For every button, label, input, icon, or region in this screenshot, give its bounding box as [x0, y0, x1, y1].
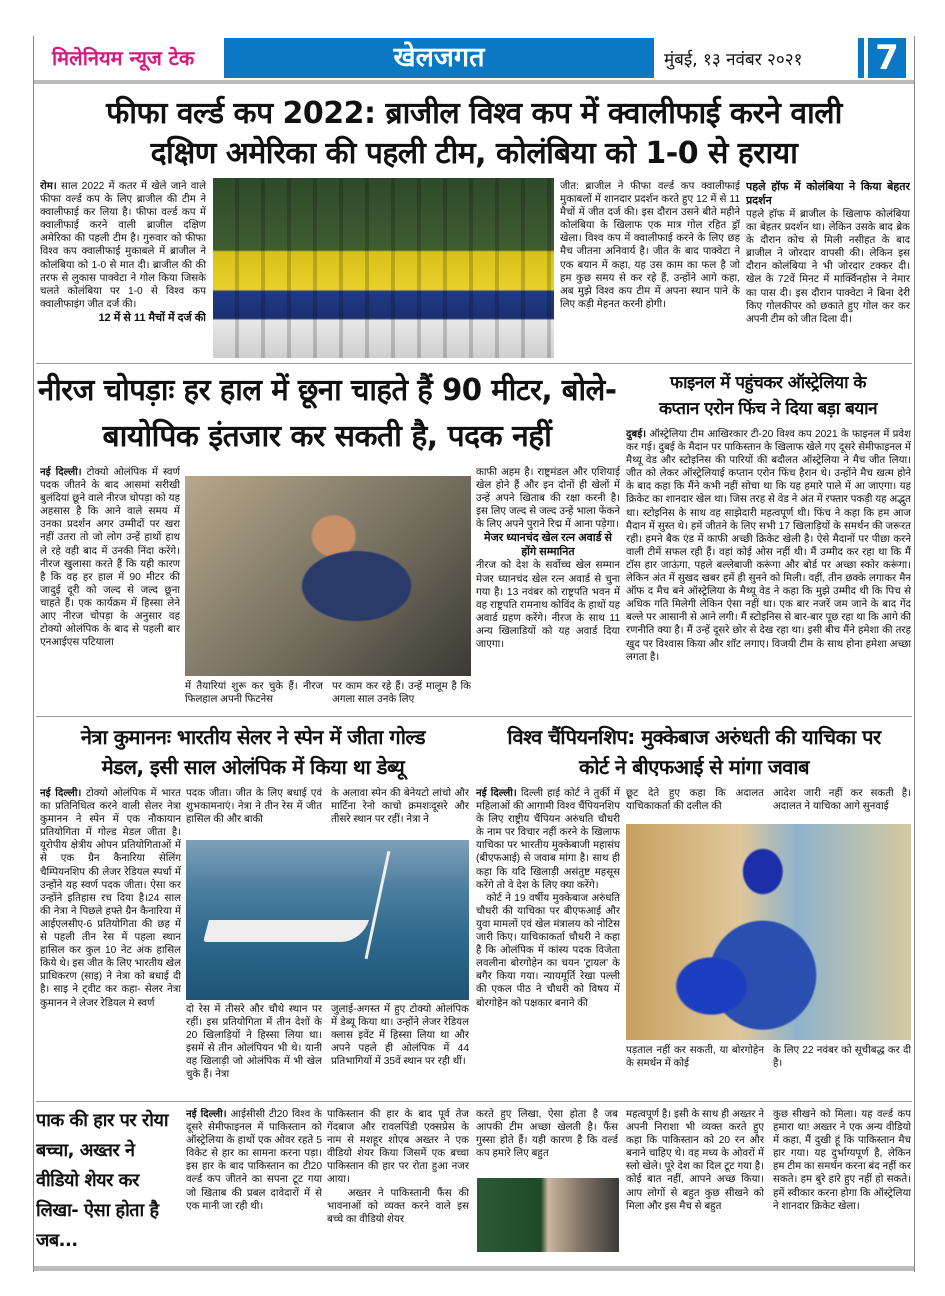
paper-name: मिलेनियम न्यूज टेक: [52, 46, 195, 70]
headline-line: [476, 752, 912, 782]
dateline: नई दिल्ली।: [40, 788, 82, 799]
body-text: जीत: ब्राजील ने फीफा वर्ल्ड कप क्वालीफाई मुकाबलों में शानदार प्रदर्शन करते हुए 12 में से 11 मैचों में जीत दर्ज की। इस दौरान उसने बीते महीने कोलंबिया के खिलाफ एक मात्र गोल रहित ड्रॉ खेला। विश्व कप में क्वालीफाई करने के लिए छह मैच जीतना अनिवार्य है। जीत के बाद पाक्वेटा ने एक बयान में कहा, यह उस काम का फल है जो हम कुछ समय से कर रहे हैं, उन्होंने आगे कहा, अब मुझे विश्व कप टीम में अपना स्थान पाने के लिए कड़ी मेहनत करनी होगी।: [560, 181, 740, 310]
masthead: [34, 38, 914, 84]
headline-text: मेडल, इसी साल ओलंपिक में किया था डेब्यू: [101, 755, 405, 779]
page-border-right: [914, 36, 915, 1272]
dateline: दुबई।: [626, 429, 647, 440]
netra-col-1: [40, 787, 181, 1097]
headline-line: [38, 414, 616, 460]
body-text: पर काम कर रहे हैं। उन्हें मालूम है कि अगला साल उनके लिए: [332, 681, 471, 706]
divider: [36, 716, 912, 717]
boxer-photo: [626, 824, 911, 1040]
headline-line: [625, 370, 911, 396]
fifa-col-3: [560, 180, 740, 360]
body-text: कुछ सीखने को मिला। यह वर्ल्ड कप हमारा था! अख्तर ने एक अन्य वीडियो में कहा, मैं दुखी हूं कि पाकिस्तान मैच हार गया। यह दुर्भाग्यपूर्ण है, लेकिन हम टीम का समर्थन करना बंद नहीं कर सकते। हम बुरे हारे हुए नहीं हो सकते। हमें स्वीकार करना होगा कि ऑस्ट्रेलिया ने शानदार क्रिकेट खेला।: [773, 1109, 911, 1212]
body-text: ऑस्ट्रेलिया टीम आखिरकार टी-20 विश्व कप 2021 के फाइनल में प्रवेश कर गई। दुबई के मैदान पर पाकिस्तान के खिलाफ खेले गए दूसरे सेमीफाइनल में मैथ्यू वेड और स्टोइनिस की पारियों की बदौलत ऑस्ट्रेलिया ने मैच जीत लिया। जीत को लेकर ऑस्ट्रेलियाई कप्तान एरोन फिंच हैरान थे। उन्होंने मैच खत्म होने के बाद कहा कि मैंने कभी नहीं सोचा था कि यह हमारे पाले में आ जाएगा। यह क्रिकेट का शानदार खेल था। जिस तरह से वेड ने अंत में रफ्तार पकड़ी यह अद्भुत था। स्टोइनिस के साथ वह साझेदारी महत्वपूर्ण थी। फिंच ने कहा कि हम आज मैदान में सुस्त थे। हमें जीतने के लिए सभी 17 खिलाड़ियों के समर्थन की जरूरत रही। हमने बैक एंड में काफी अच्छी क्रिकेट खेली है। ऐसे मैदानों पर पीछा करने वाली टीमें सफल रही हैं। वहां कोई ओस नहीं थी। मैं उम्मीद कर रहा था कि मैं टॉस हार जाऊंगा, पहले बल्लेबाजी करूंगा और बोर्ड पर अच्छा स्कोर करूंगा। लेकिन अंत में सुखद खबर हमें ही सुनने को मिली। वहीं, तीन छक्के लगाकर मैन ऑफ द मैच बने ऑस्ट्रेलिया के मैथ्यू वेड ने कहा कि मुझे उम्मीद थी कि पिच से अधिक गति मिलेगी लेकिन ऐसा नहीं था। एक बार नजरें जम जाने के बाद गेंद बल्ले पर आसानी से आने लगी। मैं स्टोइनिस से बार-बार पूछ रहा था कि आगे की रणनीति क्या है। मैं उन्हें दूसरे छोर से देख रहा था। इसी बीच मैंने हमेशा की तरह खुद पर विश्वास किया और शॉट लगाए। विजयी टीम के साथ होना हमेशा अच्छा लगता है।: [626, 429, 911, 663]
headline-text: कोर्ट ने बीएफआई से मांगा जवाब: [578, 755, 810, 779]
pakistan-col-5: [773, 1108, 911, 1258]
body-text: आईसीसी टी20 विश्व के दूसरे सेमीफाइनल में पाकिस्तान को ऑस्ट्रेलिया के हाथों एक ओवर रहते 5 विकेट से हार का सामना करना पड़ा। इस हार के बाद पाकिस्तान का टी20 वर्ल्ड कप जीतने का सपना टूट गया जो खिताब की प्रबल दावेदारों में से एक मानी जा रही थी।: [186, 1109, 322, 1212]
headline-text: फाइनल में पहुंचकर ऑस्ट्रेलिया के: [670, 373, 866, 393]
section-title: खेलजगत: [393, 42, 485, 73]
page-border-left: [33, 36, 34, 1272]
body-text: के अलावा स्पेन की बेनेयटो लांचो और मार्टिना रेनो काचो क्रमशःदूसरे और तीसरे स्थान पर रहीं। नेत्रा ने: [331, 788, 469, 826]
headline-text: विश्व चैंपियनशिप: मुक्केबाज अरुंधती की याचिका पर: [507, 725, 881, 749]
neeraj-headline: [38, 368, 616, 460]
headline-text: नेत्रा कुमाननः भारतीय सेलर ने स्पेन में जीता गोल्ड: [80, 725, 426, 749]
finch-body: [626, 428, 911, 710]
netra-col-3b: [331, 1003, 469, 1097]
headline-line: [36, 134, 912, 174]
arundhati-col-3a: [773, 787, 911, 817]
section-band: [224, 38, 654, 78]
headline-line: [38, 752, 468, 782]
netra-headline: [38, 722, 468, 782]
fifa-headline: [36, 94, 912, 174]
fifa-col-1: [40, 180, 206, 360]
netra-col-2a: [186, 787, 322, 829]
page-number: 7: [864, 38, 906, 78]
neeraj-col-1: [40, 466, 180, 710]
pakistan-col-3: [476, 1108, 618, 1174]
body-text: साल 2022 में कतर में खेले जाने वाले फीफा वर्ल्ड कप के लिए ब्राजील की टीम ने क्वालीफाई कर लिया है। फीफा वर्ल्ड कप में क्वालीफाई करने वाली ब्राजील दक्षिण अमेरिका की पहली टीम है। गुरुवार को फीफा विश्व कप क्वालीफाई मुकाबले में ब्राजील ने कोलंबिया को 1-0 से मात दी। ब्राजील की की तरफ से लुकास पाक्वेटा ने गोल किया जिसके चलते कोलंबिया पर 1-0 से विश्व कप क्वालीफाइंग जीत दर्ज की।: [40, 181, 206, 310]
body-text: महत्वपूर्ण है। इसी के साथ ही अख्तर ने अपनी निराशा भी व्यक्त करते हुए कहा कि पाकिस्तान को 20 रन और बनाने चाहिए थे। वह मध्य के ओवरों में स्लो खेले। पूरे देश का दिल टूट गया है। कोई बात नहीं, आपने अच्छ किया। आप लोगों से बहुत कुछ सीखने को मिला और इस मैच से बहुत: [626, 1109, 764, 1212]
neeraj-col-2: [185, 680, 323, 710]
pakistan-col-1: [186, 1108, 322, 1258]
fifa-col-4: [746, 180, 910, 360]
body-text: अख्तर ने पाकिस्तानी फैंस की भावनाओं को व्यक्त करने वाले इस बच्चे का वीडियो शेयर: [327, 1187, 469, 1225]
headline-line: [38, 722, 468, 752]
body-text: कोर्ट ने 19 वर्षीय मुक्केबाज अरुंधति चौधरी की याचिका पर बीएफआई और युवा मामलों एवं खेल मंत्रालय को नोटिस जारी किए। याचिकाकर्ता चौधरी ने कहा है कि ओलंपिक में कांस्य पदक विजेता लवलीना बोरगोहेन का चयन 'ट्रायल' के बगैर किया गया। न्यायमूर्ति रेखा पल्ली की एकल पीठ ने चौधरी को विषय में बोरगोहेन को पक्षकार बनाने की: [476, 892, 620, 1009]
body-text: टोक्यो ओलंपिक में स्वर्ण पदक जीतने के बाद आसमां सरीखी बुलंदियां छूने वाले नीरज चोपड़ा को यह अहसास है कि आने वाले समय में उनका प्रदर्शन अगर उम्मीदों पर खरा नहीं उतरा तो जो लोग उन्हें हाथों हाथ ले रहे वही बाद में उनकी निंदा करेंगे। नीरज खुलासा करते हैं कि यही कारण है कि वह हर हाल में 90 मीटर की जादुई दूरी को जल्द से जल्द छूना चाहते हैं। एक कार्यक्रम में हिस्सा लेने आए नीरज चोपड़ा के अनुसार वह टोक्यो ओलंपिक के बाद से पहली बार एनआईएस पटियाला: [40, 467, 180, 649]
body-text: आदेश जारी नहीं कर सकती है। अदालत ने याचिका आगे सुनवाई: [773, 788, 911, 813]
netra-sailing-photo: [186, 840, 469, 1000]
body-text: टोक्यो ओलंपिक में भारत का प्रतिनिधित्व करने वाली सेलर नेत्रा कुमानन ने स्पेन में एक नौकायान प्रतियोगिता में गोल्ड मेडल जीता है। यूरोपीय क्षेत्रीय ओपन प्रतियोगिताओं में से एक ग्रैन कैनारिया सेलिंग चैम्पियनशिप की लेजर रेडियल स्पर्धा में उन्होंने यह स्वर्ण पदक जीता। ऐसा कर उन्होंने इतिहास रच दिया है।24 साल की नेत्रा ने पिछले हफ्ते ग्रैन कैनारिया में आईएलसीए-6 प्रतियोगिता की छह में से पहली तीन रेस में पहला स्थान हासिल कर कुल 10 नेट अंक हासिल किये थे। इस जीत के लिए भारतीय खेल प्राधिकरण (साइ) ने नेत्रा को बधाई दी है। साइ ने ट्वीट कर कहा- सेलर नेत्रा कुमानन ने लेजर रेडियल मे स्वर्ण: [40, 788, 181, 1009]
body-text: के लिए 22 नवंबर को सूचीबद्ध कर दी है।: [773, 1045, 911, 1070]
body-text: नीरज को देश के सर्वोच्च खेल सम्मान मेजर ध्यानचंद खेल रत्न अवार्ड से चुना गया है। 13 नवंबर को राष्ट्रपति भवन में वह राष्ट्रपति रामनाथ कोविंद के हाथों यह अवार्ड ग्रहण करेंगे। नीरज के साथ 11 अन्य खिलाडियों को यह अवार्ड दिया जाएगा।: [476, 560, 620, 651]
subhead: मेजर ध्यानचंद खेल रत्न अवार्ड से होंगे सम्मानित: [484, 532, 612, 559]
brazil-team-photo: [213, 178, 554, 358]
headline-line: [476, 722, 912, 752]
headline-text: कप्तान एरोन फिंच ने दिया बड़ा बयान: [658, 399, 878, 419]
headline-text: फीफा वर्ल्ड कप 2022: ब्राजील विश्व कप में क्वालीफाई करने वाली: [106, 96, 842, 131]
issue-date-box: [664, 47, 854, 70]
body-text: दिल्ली हाई कोर्ट ने तुर्की में महिलाओं की आगामी विश्व चैंपियनशिप के लिए राष्ट्रीय चैंपियन अरुंधति चौधरी के नाम पर विचार नहीं करने के खिलाफ याचिका पर भारतीय मुक्केबाजी महासंघ (बीएफआई) से जवाब मांगा है। साथ ही कहा कि यदि खिलाड़ी असंतुष्ट महसूस करेंगे तो वे देश के लिए क्या करेंगे।: [476, 788, 620, 891]
body-text: काफी अहम है। राष्ट्रमंडल और एशियाई खेल होने हैं और इन दोनों ही खेलों में उन्हें अपने खिताब की रक्षा करनी है। इस लिए जल्द से जल्द उन्हें भाला फेंकने के लिए अपने पुराने रिद्म में आना पड़ेगा।: [476, 467, 620, 531]
headline-text: नीरज चोपड़ाः हर हाल में छूना चाहते हैं 90 मीटर, बोले-: [38, 373, 617, 408]
body-text: छूट देते हुए कहा कि अदालत याचिकाकर्ता की दलील की: [626, 788, 764, 813]
arundhati-headline: [476, 722, 912, 782]
divider: [36, 363, 912, 364]
dateline: नई दिल्ली।: [186, 1109, 227, 1120]
divider: [36, 1101, 912, 1102]
body-text: दो रेस में तीसरे और चौथे स्थान पर रहीं। इस प्रतियोगिता में तीन देशों के 20 खिलाड़ियों ने हिस्सा लिया था। इसमें से तीन ओलंपियन भी थे। यानी वह खिलाड़ी जो ओलंपिक में भी खेल चुके हैं। नेत्रा: [186, 1004, 322, 1081]
headline-line: [625, 396, 911, 422]
body-text: पाकिस्तान की हार के बाद पूर्व तेज गेंदबाज और रावलपिंडी एक्सप्रेस के नाम से मशहूर शोएब अख्तर ने एक वीडियो शेयर किया जिसमें एक बच्चा पाकिस्तान की हार पर रोता हुआ नजर आया।: [327, 1109, 469, 1186]
body-text: करते हुए लिखा, ऐसा होता है जब आपकी टीम अच्छा खेलती है। फैंस गुस्सा होते हैं। यही कारण है कि वर्ल्ड कप हमारे लिए बहुत: [476, 1109, 618, 1160]
arundhati-col-2a: [626, 787, 764, 817]
paper-name-box: [52, 44, 217, 71]
arundhati-col-1: [476, 787, 620, 1097]
body-text: पहले हॉफ में ब्राजील के खिलाफ कोलंबिया का बेहतर प्रदर्शन था। लेकिन उसके बाद ब्रेक के दौरान कोच से मिली नसीहत के बाद ब्राजील ने जोरदार वापसी की। लेकिन इस दौरान कोलंबिया ने भी जोरदार टक्कर दी। खेल के 72वें मिनट में मार्क्विनहोस ने नेमार का पास दी। इस दौरान पाक्वेटा ने बिना देरी किए गोलकीपर को छकाते हुए गोल कर कर अपनी टीम को जीत दिला दी।: [746, 209, 910, 325]
neeraj-javelin-photo: [185, 476, 471, 676]
headline-text: दक्षिण अमेरिका की पहली टीम, कोलंबिया को 1-0 से हराया: [150, 136, 798, 171]
body-text: पड़ताल नहीं कर सकती, या बोरगोहेन के समर्थन में कोई: [626, 1045, 764, 1070]
body-text: पदक जीता। जीत के लिए बधाई एवं शुभकामनाएं। नेत्रा ने तीन रेस में जीत हासिल की और बाकी: [186, 788, 322, 826]
body-text: में तैयारियां शुरू कर चुके हैं। नीरज फिलहाल अपनी फिटनेस: [185, 681, 323, 706]
netra-col-3a: [331, 787, 469, 829]
headline-text: बायोपिक इंतजार कर सकती है, पदक नहीं: [102, 419, 552, 454]
headline-line: [38, 368, 616, 414]
neeraj-col-3: [332, 680, 471, 710]
subhead: 12 में से 11 मैचों में दर्ज की: [98, 311, 206, 324]
dateline: नई दिल्ली।: [40, 467, 82, 478]
issue-date: मुंबई, १३ नवंबर २०२१: [664, 50, 803, 70]
netra-col-2b: [186, 1003, 322, 1097]
arundhati-col-3b: [773, 1044, 911, 1074]
pakistan-headline: पाक की हार पर रोया बच्चा, अख्तर ने वीडियो शेयर कर लिखा- ऐसा होता है जब...: [36, 1110, 169, 1251]
akhtar-video-photo: [477, 1178, 619, 1252]
arundhati-col-2b: [626, 1044, 764, 1074]
pakistan-col-4: [626, 1108, 764, 1258]
neeraj-col-4: [476, 466, 620, 710]
finch-headline: [625, 370, 911, 422]
dateline: नई दिल्ली।: [476, 788, 517, 799]
footer-rule: [34, 1266, 914, 1271]
dateline: रोम।: [40, 181, 57, 192]
pakistan-col-2: [327, 1108, 469, 1258]
body-text: जुलाई-अगस्त में हुए टोक्यो ओलंपिक में डेब्यू किया था। उन्होंने लेजर रेडियल क्लास इवेंट में हिस्सा लिया था और अपने पहले ही ओलंपिक में 44 प्रतिभागियों में 35वें स्थान पर रही थीं।: [331, 1004, 469, 1068]
subhead: पहले हॉफ में कोलंबिया ने किया बेहतर प्रदर्शन: [746, 181, 910, 207]
headline-line: [36, 94, 912, 134]
